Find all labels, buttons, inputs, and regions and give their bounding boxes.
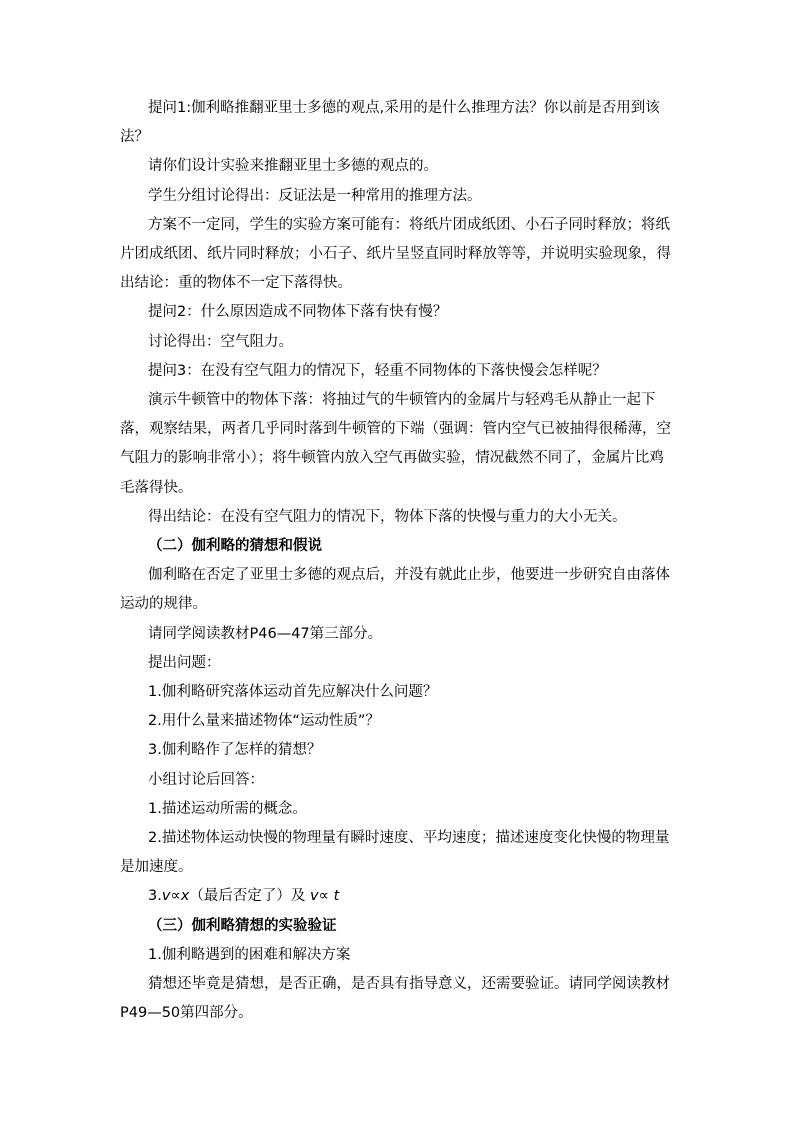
paragraph-newton-tube-demo: 演示牛顿管中的物体下落：将抽过气的牛顿管内的金属片与轻鸡毛从静止一起下落，观察结果，两者几乎同时落到牛顿管的下端（强调：管内空气已被抽得很稀薄，空气阻力的影响非常小）；将牛顿管内放入空气再做实验，情况截然不同了，金属片比鸡毛落得快。 [120,392,671,496]
paragraph-question-1: 提问1:伽利略推翻亚里士多德的观点,采用的是什么推理方法？你以前是否用到该法？ [120,100,660,146]
paragraph-discussion-result: 讨论得出：空气阻力。 [148,333,293,350]
section-heading-2: （二）伽利略的猜想和假说 [148,538,322,555]
paragraph-conclusion: 得出结论：在没有空气阻力的情况下，物体下落的快慢与重力的大小无关。 [148,508,627,525]
answer-3-velocity-symbol: v [161,888,171,905]
paragraph-question-2: 提问2：什么原因造成不同物体下落有快有慢？ [148,304,448,321]
paragraph-raise-questions: 提出问题： [148,654,221,671]
list-item-question-3: 3.伽利略作了怎样的猜想？ [148,742,322,759]
section-heading-3: （三）伽利略猜想的实验验证 [148,917,337,934]
answer-3-proportional-symbol-2: ∝ [318,888,329,905]
list-item-answer-3 [120,882,676,911]
document-page [120,94,676,1029]
answer-3-time-symbol: t [333,888,340,905]
answer-3-prefix: 3. [148,888,162,905]
paragraph-galileo-research: 伽利略在否定了亚里士多德的观点后，并没有就此止步，他要进一步研究自由落体运动的规律。 [120,567,670,613]
list-item-question-1: 1.伽利略研究落体运动首先应解决什么问题？ [148,684,438,701]
list-item-question-2: 2.用什么量来描述物体“运动性质”？ [148,713,380,730]
paragraph-read-textbook: 请同学阅读教材P46—47第三部分。 [148,625,383,642]
answer-3-displacement-symbol: x [180,888,190,905]
paragraph-verify-hypothesis: 猜想还毕竟是猜想，是否正确，是否具有指导意义，还需要验证。请同学阅读教材P49—50第四部分。 [120,976,670,1022]
paragraph-group-answer: 小组讨论后回答： [148,771,264,788]
answer-3-middle-text: （最后否定了）及 [189,888,306,905]
answer-3-velocity-symbol-2: v [310,888,319,905]
paragraph-question-3: 提问3：在没有空气阻力的情况下，轻重不同物体的下落快慢会怎样呢？ [148,362,607,379]
paragraph-experiment-plans: 方案不一定同，学生的实验方案可能有：将纸片团成纸团、小石子同时释放；将纸片团成纸团、纸片同时释放；小石子、纸片呈竖直同时释放等等，并说明实验现象，得出结论：重的物体不一定下落得快。 [120,216,671,292]
answer-3-proportional-symbol: ∝ [170,888,181,905]
list-item-answer-1: 1.描述运动所需的概念。 [148,800,307,817]
paragraph-group-discussion: 学生分组讨论得出：反证法是一种常用的推理方法。 [148,187,482,204]
list-item-answer-2: 2.描述物体运动快慢的物理量有瞬时速度、平均速度；描述速度变化快慢的物理量是加速度。 [120,830,670,876]
paragraph-design-experiment: 请你们设计实验来推翻亚里士多德的观点的。 [148,158,438,175]
paragraph-difficulty-title: 1.伽利略遇到的困难和解决方案 [148,946,351,963]
